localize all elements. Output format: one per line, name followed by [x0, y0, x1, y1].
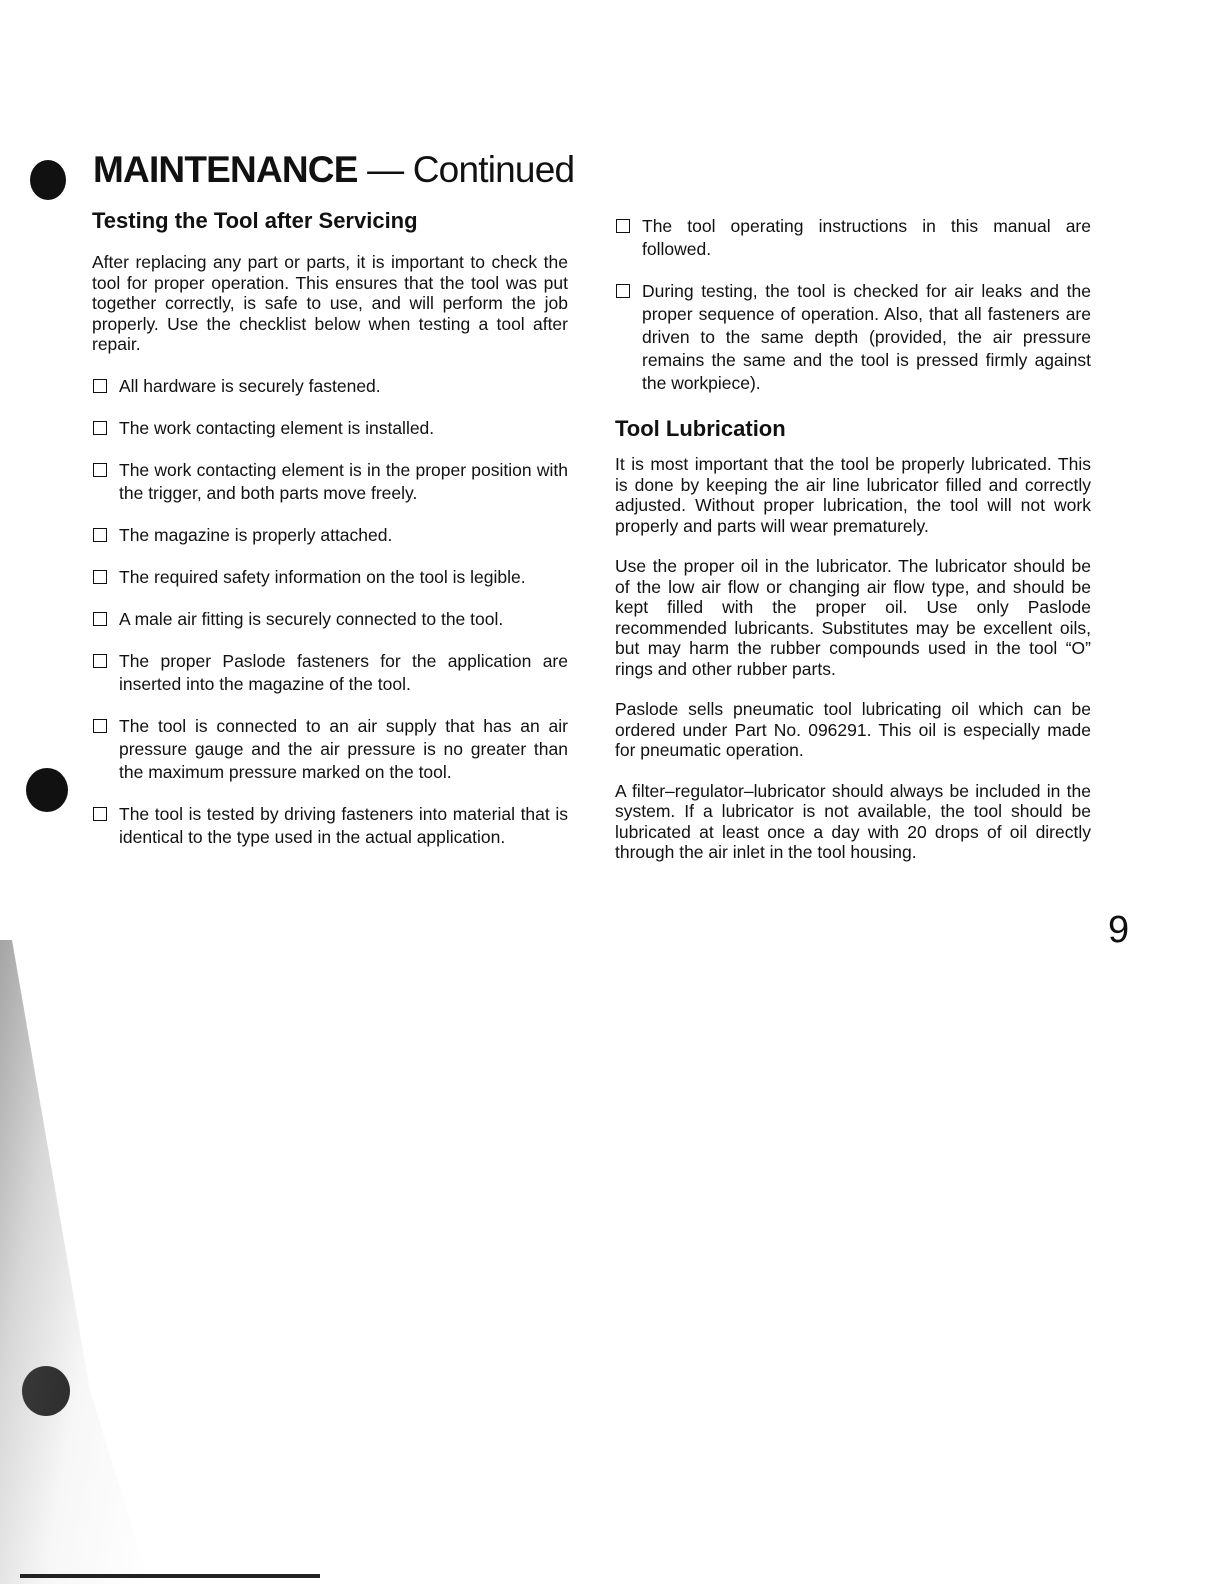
checklist-item [92, 417, 568, 440]
checklist-item-text: The tool is tested by driving fasteners into material that is identical to the type used in the actual application. [119, 803, 568, 847]
lubrication-paragraph: Paslode sells pneumatic tool lubricating oil which can be ordered under Part No. 096291. This oil is especially made for pneumatic operation. [615, 699, 1091, 760]
scan-edge-shadow [0, 940, 150, 1584]
checklist-item [92, 608, 568, 631]
checklist-item-text: The work contacting element is installed. [119, 417, 435, 438]
checkbox-icon [616, 219, 630, 233]
checklist-item [92, 375, 568, 398]
checkbox-icon [93, 463, 107, 477]
lubrication-heading: Tool Lubrication [615, 416, 786, 441]
checklist-item-text: A male air fitting is securely connected to the tool. [119, 608, 504, 629]
checkbox-icon [93, 421, 107, 435]
scan-bottom-edge [20, 1574, 320, 1578]
checklist-item-text: The tool operating instructions in this manual are followed. [642, 216, 1091, 259]
checkbox-icon [93, 719, 107, 733]
page-title-continued: — Continued [367, 149, 575, 190]
testing-intro: After replacing any part or parts, it is important to check the tool for proper operation. This ensures that the tool was put together correctly, is safe to use, and will perform the job properly. Use the checklist below when testing a tool after repair. [92, 252, 568, 354]
testing-checklist [92, 375, 568, 849]
binder-hole-middle [26, 768, 68, 812]
testing-checklist-continued [615, 215, 1091, 395]
checklist-item [92, 650, 568, 696]
checklist-item-text: All hardware is securely fastened. [119, 375, 381, 396]
checkbox-icon [93, 654, 107, 668]
lubrication-paragraph: It is most important that the tool be properly lubricated. This is done by keeping the air line lubricator filled and correctly adjusted. Without proper lubrication, the tool will not work properly and parts will wear prematurely. [615, 454, 1091, 536]
checkbox-icon [93, 379, 107, 393]
checkbox-icon [93, 807, 107, 821]
checklist-item [615, 215, 1091, 261]
checkbox-icon [93, 528, 107, 542]
checklist-item [92, 566, 568, 589]
checklist-item-text: The proper Paslode fasteners for the application are inserted into the magazine of the tool. [119, 650, 568, 694]
page-title [93, 148, 574, 192]
checklist-item [92, 524, 568, 547]
lubrication-paragraph: A filter–regulator–lubricator should always be included in the system. If a lubricator is not available, the tool should be lubricated at least once a day with 20 drops of oil directly through the air inlet in the tool housing. [615, 780, 1091, 862]
testing-heading: Testing the Tool after Servicing [92, 208, 418, 233]
checklist-item [615, 280, 1091, 395]
checklist-item [92, 459, 568, 505]
right-column [615, 215, 1091, 883]
checklist-item-text: The work contacting element is in the proper position with the trigger, and both parts move freely. [119, 459, 568, 503]
checklist-item-text: The tool is connected to an air supply that has an air pressure gauge and the air pressure is no greater than the maximum pressure marked on the tool. [119, 715, 568, 782]
checkbox-icon [93, 612, 107, 626]
binder-hole-top [30, 160, 66, 200]
lubrication-paragraph: Use the proper oil in the lubricator. The lubricator should be of the low air flow or changing air flow type, and should be kept filled with the proper oil. Use only Paslode recommended lubricants. Substitutes may be excellent oils, but may harm the rubber compounds used in the tool “O” rings and other rubber parts. [615, 556, 1091, 679]
checklist-item-text: The required safety information on the tool is legible. [119, 566, 526, 587]
checklist-item-text: During testing, the tool is checked for air leaks and the proper sequence of operation. Also, that all fasteners are driven to the same depth (provided, the air pressure remains the same and the tool is pressed firmly against the workpiece). [642, 281, 1091, 393]
checklist-item-text: The magazine is properly attached. [119, 524, 393, 545]
page-number: 9 [1108, 909, 1130, 951]
checkbox-icon [93, 570, 107, 584]
checkbox-icon [616, 284, 630, 298]
page-title-bold: MAINTENANCE [93, 149, 358, 190]
left-column [92, 206, 568, 868]
checklist-item [92, 803, 568, 849]
checklist-item [92, 715, 568, 784]
